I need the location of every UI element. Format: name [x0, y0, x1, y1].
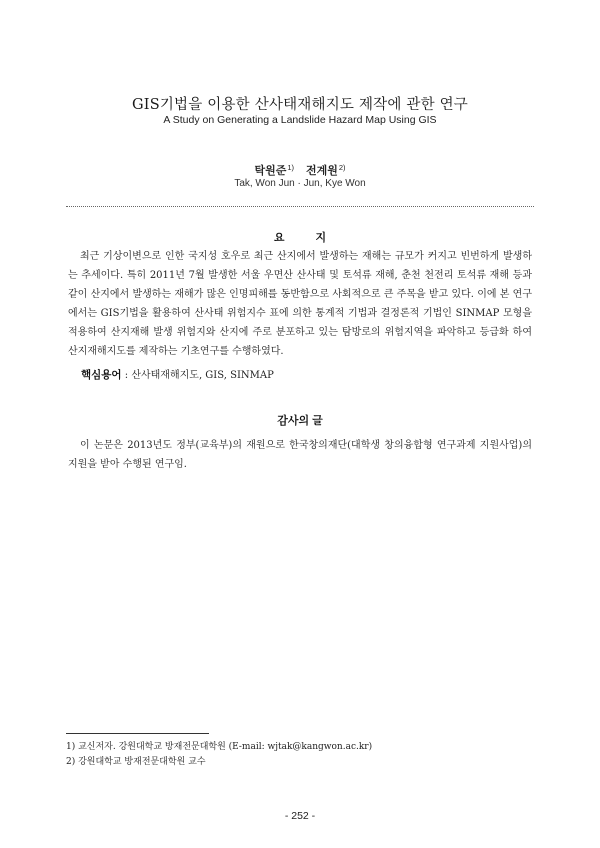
footnotes — [66, 740, 536, 770]
abstract-heading: 요 지 — [273, 232, 341, 244]
page-number: - 252 - — [284, 810, 316, 822]
keywords-label: 핵심용어 — [81, 369, 122, 381]
section-divider — [66, 206, 534, 207]
paper-title: GIS기법을 이용한 산사태재해지도 제작에 관한 연구 — [131, 97, 469, 113]
abstract-body: 최근 기상이변으로 인한 국지성 호우로 최근 산지에서 발생하는 재해는 규모가 커지고 빈번하게 발생하는 추세이다. 특히 2011년 7월 발생한 서울 우면산 산사태 및 토석류 재해, 춘천 천전리 토석류 재해 등과 같이 산지에서 발생하는 재해가 많은 인명피해를 동반함으로 사회적으로 큰 주목을 받고 있다. 이에 본 연구에서는 GIS기법을 활용하여 산사태 위험지수 표에 의한 통계적 기법과 결정론적 기법인 SINMAP 모형을 적용하여 산지재해 발생 위험지와 산지에 주로 분포하고 있는 탐방로의 위험지역을 파악하고 등급화 하여 산지재해지도를 제작하는 기초연구를 수행하였다. — [68, 251, 532, 357]
footnote-2: 2) 강원대학교 방재전문대학원 교수 — [66, 757, 206, 767]
author-2-footnote-mark: 2) — [338, 163, 346, 172]
author-2-name: 전계원 — [306, 165, 338, 177]
author-1-footnote-mark: 1) — [287, 163, 294, 172]
keywords — [81, 366, 274, 382]
paper-subtitle: A Study on Generating a Landslide Hazard Map Using GIS — [163, 114, 437, 126]
author-names-english: Tak, Won Jun · Jun, Kye Won — [234, 178, 366, 189]
author-1-name: 탁원준 — [254, 165, 287, 177]
keywords-separator: : — [124, 370, 129, 381]
keywords-value: 산사태재해지도, GIS, SINMAP — [131, 370, 274, 381]
author-names-korean — [0, 162, 600, 178]
footnote-rule — [66, 733, 209, 734]
acknowledgment-body: 이 논문은 2013년도 정부(교육부)의 재원으로 한국창의재단(대학생 창의융합형 연구과제 지원사업)의 지원을 받아 수행된 연구임. — [68, 440, 532, 470]
footnote-1: 1) 교신저자. 강원대학교 방재전문대학원 (E-mail: wjtak@kangwon.ac.kr) — [66, 742, 373, 752]
acknowledgment-heading: 감사의 글 — [277, 415, 323, 427]
